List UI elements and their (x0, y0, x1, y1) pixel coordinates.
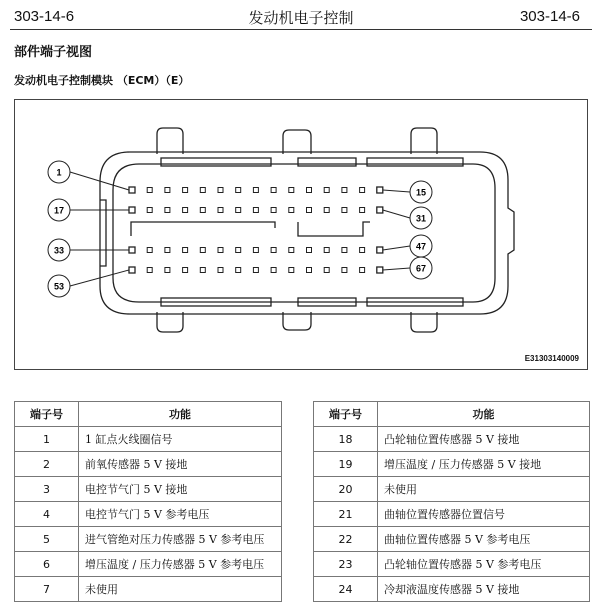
pin-function: 进气管绝对压力传感器 5 V 参考电压 (79, 527, 282, 552)
col-header-function: 功能 (79, 402, 282, 427)
pin-cavity (165, 248, 170, 253)
pin-cavity (236, 268, 241, 273)
pin-cavity (360, 268, 365, 273)
table-row (15, 502, 282, 527)
pin-table-right (313, 401, 590, 602)
pin-function: 增压温度 / 压力传感器 5 V 参考电压 (79, 552, 282, 577)
top-key-1 (161, 158, 271, 166)
pin-cavity (129, 247, 135, 253)
top-tab-right (411, 128, 437, 154)
section-title: 部件端子视图 (14, 45, 93, 60)
top-key-2 (298, 158, 356, 166)
table-row (314, 577, 590, 602)
table-row (15, 577, 282, 602)
pin-cavity (324, 208, 329, 213)
pin-cavity (129, 207, 135, 213)
pin-cavity (129, 267, 135, 273)
pin-cavity (165, 268, 170, 273)
pin-cavity (271, 268, 276, 273)
pin-function: 电控节气门 5 V 接地 (79, 477, 282, 502)
pin-cavity (200, 248, 205, 253)
housing-inner (113, 164, 495, 302)
pin-cavity (236, 188, 241, 193)
table-row (15, 477, 282, 502)
pin-cavity (218, 268, 223, 273)
callout-label: 53 (53, 281, 65, 292)
pin-function: 未使用 (79, 577, 282, 602)
table-row (314, 477, 590, 502)
pin-function: 未使用 (378, 477, 590, 502)
table-row (314, 502, 590, 527)
pin-number: 21 (314, 502, 378, 527)
connector-diagram (14, 99, 588, 370)
bottom-tab-mid (283, 312, 311, 330)
table-row (15, 527, 282, 552)
table-row (314, 527, 590, 552)
table-row (314, 552, 590, 577)
pin-cavity (200, 268, 205, 273)
pin-cavity (129, 187, 135, 193)
callout-leader (383, 268, 410, 270)
callout-label: 33 (53, 245, 65, 256)
pin-number: 23 (314, 552, 378, 577)
pin-function: 曲轴位置传感器位置信号 (378, 502, 590, 527)
callout-label: 67 (415, 263, 427, 274)
pin-cavity (147, 268, 152, 273)
callout-label: 1 (56, 167, 62, 178)
component-subtitle: 发动机电子控制模块 （ECM）（E） (14, 74, 190, 87)
pin-number: 24 (314, 577, 378, 602)
chapter-title: 发动机电子控制 (248, 9, 354, 27)
page-number-right: 303-14-6 (519, 8, 580, 25)
header-rule (10, 29, 592, 30)
pin-function: 增压温度 / 压力传感器 5 V 接地 (378, 452, 590, 477)
pin-function: 电控节气门 5 V 参考电压 (79, 502, 282, 527)
pin-cavity (377, 267, 383, 273)
separator-left (131, 222, 275, 236)
pin-cavity (236, 208, 241, 213)
diagram-code: E31303140009 (524, 354, 579, 363)
pin-cavity (218, 188, 223, 193)
bottom-tab-right (411, 312, 437, 332)
callout-leader (383, 190, 410, 192)
pin-cavity (342, 188, 347, 193)
pin-cavity (324, 248, 329, 253)
pin-cavity (183, 268, 188, 273)
pin-cavity (324, 188, 329, 193)
table-row (15, 552, 282, 577)
housing-outer (100, 152, 514, 314)
page-header (0, 0, 602, 30)
pin-cavity (183, 248, 188, 253)
pin-cavity (183, 208, 188, 213)
callout-label: 17 (53, 205, 65, 216)
pin-number: 6 (15, 552, 79, 577)
page-number-left: 303-14-6 (14, 8, 75, 25)
top-key-3 (367, 158, 463, 166)
pin-number: 1 (15, 427, 79, 452)
pin-cavity (253, 188, 258, 193)
pin-number: 7 (15, 577, 79, 602)
pin-number: 4 (15, 502, 79, 527)
pin-cavity (253, 248, 258, 253)
top-tab-mid (283, 130, 311, 154)
pin-number: 5 (15, 527, 79, 552)
pin-cavity (307, 188, 312, 193)
pin-number: 19 (314, 452, 378, 477)
pin-cavity (289, 188, 294, 193)
pin-cavity (342, 208, 347, 213)
pin-cavity (183, 188, 188, 193)
pin-cavity (360, 208, 365, 213)
bottom-tab-left (157, 312, 183, 332)
pin-cavity (307, 268, 312, 273)
pin-cavity (200, 188, 205, 193)
pin-cavity (324, 268, 329, 273)
pin-cavity (307, 208, 312, 213)
pin-number: 18 (314, 427, 378, 452)
pin-cavity (342, 268, 347, 273)
table-row (15, 452, 282, 477)
pin-cavity (271, 248, 276, 253)
pin-cavity (377, 187, 383, 193)
pin-cavity (342, 248, 347, 253)
table-row (314, 452, 590, 477)
top-tab-left (157, 128, 183, 154)
pin-cavity (360, 188, 365, 193)
pin-cavity (360, 248, 365, 253)
connector-svg (15, 100, 587, 369)
table-row (314, 427, 590, 452)
pin-function: 凸轮轴位置传感器 5 V 接地 (378, 427, 590, 452)
callout-label: 15 (415, 187, 427, 198)
callout-label: 47 (415, 241, 427, 252)
pin-cavity (253, 268, 258, 273)
callout-label: 31 (415, 213, 427, 224)
pin-cavity (271, 208, 276, 213)
pin-cavity (289, 268, 294, 273)
pin-number: 2 (15, 452, 79, 477)
pin-cavity (377, 207, 383, 213)
pin-function: 冷却液温度传感器 5 V 接地 (378, 577, 590, 602)
pin-number: 22 (314, 527, 378, 552)
col-header-pin: 端子号 (15, 402, 79, 427)
pin-cavity (147, 248, 152, 253)
callout-leader (383, 246, 410, 250)
pin-number: 3 (15, 477, 79, 502)
pin-function: 凸轮轴位置传感器 5 V 参考电压 (378, 552, 590, 577)
pin-table-left (14, 401, 282, 602)
pin-cavity (289, 248, 294, 253)
pin-cavity (165, 188, 170, 193)
pin-cavity (271, 188, 276, 193)
callout-leader (383, 210, 410, 218)
pin-cavity (236, 248, 241, 253)
pin-function: 曲轴位置传感器 5 V 参考电压 (378, 527, 590, 552)
pin-cavity (377, 247, 383, 253)
pin-cavity (165, 208, 170, 213)
pin-cavity (147, 208, 152, 213)
pin-cavity (253, 208, 258, 213)
pin-cavity (200, 208, 205, 213)
pin-cavity (307, 248, 312, 253)
pin-cavity (147, 188, 152, 193)
pin-function: 1 缸点火线圈信号 (79, 427, 282, 452)
pin-function: 前氧传感器 5 V 接地 (79, 452, 282, 477)
separator-right (298, 222, 370, 236)
col-header-pin: 端子号 (314, 402, 378, 427)
pin-cavity (218, 208, 223, 213)
pin-cavity (289, 208, 294, 213)
pin-number: 20 (314, 477, 378, 502)
table-row (15, 427, 282, 452)
col-header-function: 功能 (378, 402, 590, 427)
pin-cavity (218, 248, 223, 253)
